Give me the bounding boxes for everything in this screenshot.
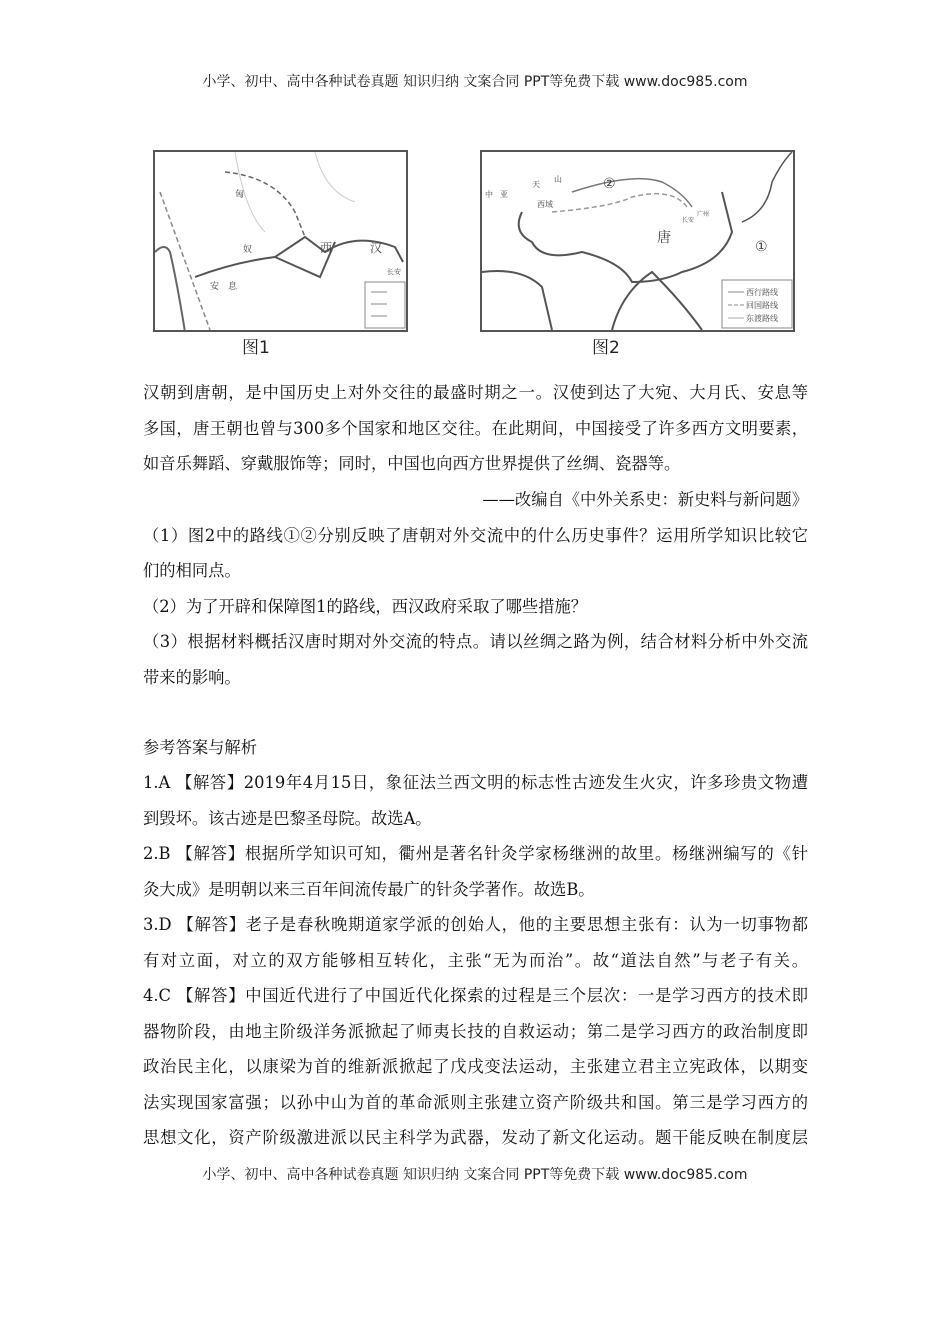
- figure-2-map: [480, 150, 795, 332]
- legend-label: 回国路线: [746, 301, 778, 310]
- map-label: 天: [532, 180, 540, 189]
- map-label: 唐: [657, 230, 671, 246]
- map-label: 匈: [235, 190, 245, 200]
- map-label: 亚: [500, 190, 508, 199]
- map-label: 中: [485, 190, 493, 199]
- figure-1-map: [153, 150, 408, 332]
- material-source: ——改编自《中外关系史：新史料与新问题》: [482, 490, 808, 509]
- map-label: 广州: [697, 211, 710, 218]
- answer-line: 3.D 【解答】老子是春秋晚期道家学派的创始人，他的主要思想主张有：认为一切事物都: [143, 915, 808, 934]
- figure-2-caption: 图2: [592, 338, 620, 358]
- answer-line: 思想文化，资产阶级激进派以民主科学为武器，发动了新文化运动。题干能反映在制度层: [143, 1128, 808, 1147]
- map-label: 息: [228, 282, 238, 292]
- map-label: 西: [320, 241, 333, 255]
- map-label: 汉: [370, 241, 383, 255]
- question-line: （2）为了开辟和保障图1的路线，西汉政府采取了哪些措施？: [143, 597, 588, 616]
- route-2-marker: ②: [603, 176, 616, 192]
- question-line: （1）图2中的路线①②分别反映了唐朝对外交流中的什么历史事件？运用所学知识比较它: [143, 526, 808, 545]
- page-header: 小学、初中、高中各种试卷真题 知识归纳 文案合同 PPT等免费下载 www.doc985.com: [202, 74, 748, 90]
- answer-line: 2.B 【解答】根据所学知识可知，衢州是著名针灸学家杨继洲的故里。杨继洲编写的《针: [143, 844, 808, 863]
- answers-title: 参考答案与解析: [143, 738, 257, 757]
- map-label: 奴: [243, 245, 253, 255]
- map-label: 山: [554, 175, 562, 184]
- answer-line: 灸大成》是明朝以来三百年间流传最广的针灸学著作。故选B。: [143, 880, 595, 899]
- legend-label: 西行路线: [746, 288, 778, 297]
- figure-1-caption: 图1: [242, 338, 270, 358]
- question-line: 带来的影响。: [143, 668, 241, 687]
- answer-line: 到毁坏。该古迹是巴黎圣母院。故选A。: [143, 809, 432, 828]
- route-1-marker: ①: [755, 239, 768, 255]
- question-line: 们的相同点。: [143, 561, 241, 580]
- answer-line: 器物阶段，由地主阶级洋务派掀起了师夷长技的自救运动；第二是学习西方的政治制度即: [143, 1022, 808, 1041]
- legend-label: 东渡路线: [746, 314, 778, 323]
- material-line: 多国，唐王朝也曾与300多个国家和地区交往。在此期间，中国接受了许多西方文明要素，: [143, 419, 808, 438]
- material-line: 汉朝到唐朝，是中国历史上对外交往的最盛时期之一。汉使到达了大宛、大月氏、安息等: [143, 383, 808, 402]
- map-label: 长安: [387, 268, 401, 276]
- page-footer: 小学、初中、高中各种试卷真题 知识归纳 文案合同 PPT等免费下载 www.doc985.com: [202, 1167, 748, 1183]
- material-line: 如音乐舞蹈、穿戴服饰等；同时，中国也向西方世界提供了丝绸、瓷器等。: [143, 454, 681, 473]
- map-label: 长安: [682, 217, 695, 224]
- answer-line: 4.C 【解答】中国近代进行了中国近代化探索的过程是三个层次：一是学习西方的技术即: [143, 986, 808, 1005]
- answer-line: 有对立面，对立的双方能够相互转化，主张“无为而治”。故“道法自然”与老子有关。: [143, 951, 808, 970]
- map-label: 安: [210, 282, 220, 292]
- answer-line: 1.A 【解答】2019年4月15日，象征法兰西文明的标志性古迹发生火灾，许多珍贵文物遭: [143, 773, 808, 792]
- answer-line: 政治民主化，以康梁为首的维新派掀起了戊戌变法运动，主张建立君主立宪政体，以期变: [143, 1057, 808, 1076]
- answer-line: 法实现国家富强；以孙中山为首的革命派则主张建立资产阶级共和国。第三是学习西方的: [143, 1093, 808, 1112]
- map-label: 西域: [537, 200, 553, 209]
- question-line: （3）根据材料概括汉唐时期对外交流的特点。请以丝绸之路为例，结合材料分析中外交流: [143, 632, 808, 651]
